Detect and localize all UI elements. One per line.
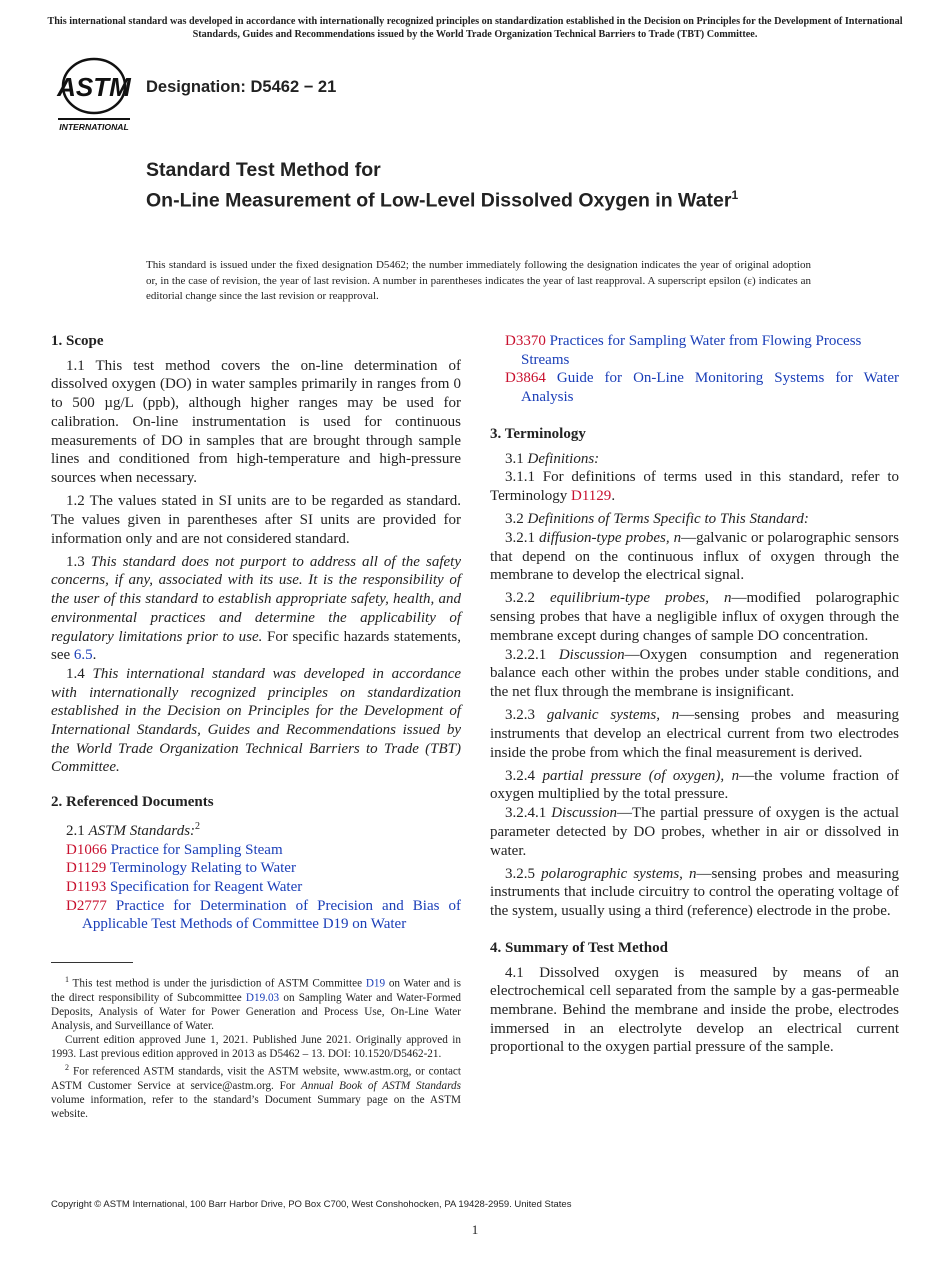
term-num: 3.2.1 bbox=[505, 529, 535, 546]
ref-title[interactable]: Guide for On-Line Monitoring Systems for Water Analysis bbox=[521, 370, 899, 406]
tbt-notice: This international standard was developed in accordance with internationally recognized principles on standardization established in the Decision on Principles for the Development of International Standards, Guides and Recommendations issued by the World Trade Organization Technical Barriers to Trade (TBT) Committee. bbox=[47, 16, 903, 40]
term-name: diffusion-type probes, n bbox=[539, 529, 682, 546]
ref-title[interactable]: Terminology Relating to Water bbox=[109, 860, 296, 877]
para-1-3 bbox=[51, 553, 461, 665]
scope-heading: 1. Scope bbox=[51, 333, 104, 349]
para-3-1-1-end: . bbox=[611, 487, 616, 504]
term-num: 3.2.2 bbox=[505, 590, 535, 607]
term-definition bbox=[490, 529, 899, 585]
definitions-italic: Definitions: bbox=[527, 450, 600, 467]
ref-code[interactable]: D2777 bbox=[66, 897, 107, 914]
term-definition bbox=[490, 804, 899, 860]
subcommittee-d19-03-link[interactable]: D19.03 bbox=[245, 991, 280, 1004]
ref-code[interactable]: D1066 bbox=[66, 841, 107, 858]
specific-definitions-num: 3.2 bbox=[505, 511, 524, 528]
term-name: polarographic systems, n bbox=[541, 865, 697, 882]
document-title bbox=[146, 158, 846, 213]
term-num: 3.2.4.1 bbox=[505, 805, 547, 822]
term-def: —modified polarographic sensing probes that have a negligible influx of oxygen through the membrane except during changes of sample DO concentration. bbox=[490, 590, 899, 644]
term-name: Discussion bbox=[551, 805, 618, 822]
term-name: Discussion bbox=[558, 646, 625, 663]
para-1-3-italic: This standard does not purport to address all of the safety concerns, if any, associated with its use. It is the responsibility of the user of this standard to establish appropriate safety, health, and environmental practices and determine the applicability of regulatory limitations prior to use. bbox=[51, 553, 461, 645]
term-definition bbox=[490, 706, 899, 762]
footnote-2-text-b: volume information, refer to the standard’s Document Summary page on the ASTM website. bbox=[51, 1094, 461, 1121]
referenced-heading: 2. Referenced Documents bbox=[51, 794, 214, 811]
right-column bbox=[490, 332, 899, 1057]
para-1-4-num: 1.4 bbox=[66, 665, 85, 682]
term-def: —Oxygen consumption and regeneration balance each other within the probes under stable conditions, and the net flux through the membrane is insignificant. bbox=[490, 646, 899, 700]
designation: Designation: D5462 − 21 bbox=[146, 78, 337, 96]
para-1-4-italic: This international standard was developed in accordance with internationally recognized principles on standardization established in the Decision on Principles for the Development of International Standards, Guides and Recommendations issued by the World Trade Organization Technical Barriers to Trade (TBT) Committee. bbox=[51, 665, 462, 776]
term-def: —The partial pressure of oxygen is the actual parameter detected by DO probes, whether in air or dissolved in water. bbox=[490, 805, 899, 859]
committee-d19-link[interactable]: D19 bbox=[365, 977, 386, 990]
ref-code[interactable]: D1129 bbox=[66, 860, 107, 877]
ref-item[interactable] bbox=[51, 897, 461, 934]
ref-item[interactable] bbox=[51, 878, 461, 897]
ref-item[interactable] bbox=[490, 332, 899, 369]
term-def: —sensing probes and measuring instruments that develop an electrical current from two electrodes inside the probe from which the final measurement is derived. bbox=[490, 707, 899, 761]
specific-definitions-label bbox=[490, 510, 899, 529]
footnote-2-mark: 2 bbox=[65, 1063, 69, 1073]
ref-item[interactable] bbox=[51, 859, 461, 878]
term-num: 3.2.3 bbox=[505, 707, 535, 724]
ref-title[interactable]: Practice for Sampling Steam bbox=[110, 841, 283, 858]
footnote-2 bbox=[51, 1061, 461, 1121]
copyright: Copyright © ASTM International, 100 Barr Harbor Drive, PO Box C700, West Conshohocken, PA 19428-2959. United States bbox=[51, 1199, 572, 1210]
page-number: 1 bbox=[471, 1222, 479, 1237]
astm-standards-label bbox=[51, 818, 461, 841]
ref-title[interactable]: Specification for Reagent Water bbox=[110, 878, 303, 895]
footnote-1-text-c: on Sampling Water and Water-Formed Deposits, Analysis of Water for Power Generation and Process Use, On-Line Water Analysis, and Surveillance of Water. bbox=[51, 991, 462, 1033]
footnotes bbox=[51, 973, 461, 1121]
ref-title[interactable]: Practices for Sampling Water from Flowing Process Streams bbox=[521, 333, 862, 368]
definitions-num: 3.1 bbox=[505, 450, 524, 467]
footnote-2-mark: 2 bbox=[195, 820, 201, 832]
term-name: galvanic systems, n bbox=[546, 707, 680, 724]
title-footnote-mark: 1 bbox=[731, 187, 739, 202]
ref-code[interactable]: D1193 bbox=[66, 878, 107, 895]
logo-mark: ASTM bbox=[57, 72, 131, 102]
term-definition bbox=[490, 589, 899, 645]
title-line-1: Standard Test Method for bbox=[146, 159, 381, 181]
para-1-3-num: 1.3 bbox=[66, 553, 85, 570]
definitions-label bbox=[490, 450, 899, 469]
ref-item[interactable] bbox=[51, 841, 461, 860]
left-column bbox=[51, 332, 461, 934]
footnote-2-italic: Annual Book of ASTM Standards bbox=[301, 1080, 461, 1093]
astm-logo bbox=[52, 56, 136, 134]
terminology-heading: 3. Terminology bbox=[490, 425, 586, 442]
footnote-1-text-a: This test method is under the jurisdiction of ASTM Committee bbox=[72, 977, 363, 990]
d1129-link[interactable]: D1129 bbox=[571, 487, 612, 504]
term-name: equilibrium-type probes, n bbox=[550, 590, 732, 607]
para-4-1: 4.1 Dissolved oxygen is measured by means of an electrochemical cell separated from the sample by a gas-permeable membrane. Behind the membrane and inside the probe, electrodes immersed in an electrolyte develop an electrical current proportional to the oxygen partial pressure of the sample. bbox=[490, 964, 899, 1056]
astm-logo-icon bbox=[52, 56, 136, 134]
para-1-1: 1.1 This test method covers the on-line determination of dissolved oxygen (DO) in water samples primarily in ranges from 0 to 500 µg/L (ppb), although higher ranges may be used for calibration. On-line instrumentation is used for continuous measurements of DO in samples that are brought through sample lines and conditioned from high-temperature and high-pressure sources when necessary. bbox=[51, 357, 461, 486]
specific-definitions-italic: Definitions of Terms Specific to This Standard: bbox=[527, 511, 809, 528]
title-text: On-Line Measurement of Low-Level Dissolved Oxygen in Water bbox=[146, 189, 732, 211]
footnote-1-text-b: on Water and is the direct responsibility of Subcommittee bbox=[51, 977, 462, 1004]
footnote-1 bbox=[51, 973, 461, 1033]
term-def: —sensing probes and measuring instruments that include circuitry to control the operating voltage of the system, usually using a third (reference) electrode in the probe. bbox=[490, 865, 899, 920]
term-def: —galvanic or polarographic sensors that depend on the continuous influx of oxygen through the membrane to develop the electrical signal. bbox=[490, 529, 900, 584]
logo-subtitle: INTERNATIONAL bbox=[59, 122, 129, 132]
issuance-note: This standard is issued under the fixed designation D5462; the number immediately following the designation indicates the year of original adoption or, in the case of revision, the year of last revision. A number in parentheses indicates the year of last reapproval. A superscript epsilon (ε) indicates an editorial change since the last revision or reapproval. bbox=[146, 259, 811, 302]
para-1-3-tail: For specific hazards statements, see bbox=[51, 628, 461, 664]
footnote-divider bbox=[51, 962, 133, 963]
para-1-3-end: . bbox=[92, 647, 97, 664]
astm-standards-num: 2.1 bbox=[66, 822, 85, 839]
term-definition bbox=[490, 646, 899, 702]
term-def: —the volume fraction of oxygen multiplied by the total pressure. bbox=[490, 767, 899, 803]
ref-code[interactable]: D3370 bbox=[505, 333, 546, 349]
section-6-5-link[interactable]: 6.5 bbox=[73, 647, 93, 664]
ref-item[interactable] bbox=[490, 369, 899, 406]
ref-code[interactable]: D3864 bbox=[505, 370, 546, 387]
para-1-2: 1.2 The values stated in SI units are to be regarded as standard. The values given in parentheses after SI units are provided for information only and are not considered standard. bbox=[51, 493, 461, 547]
term-num: 3.2.4 bbox=[505, 767, 535, 784]
title-line-2 bbox=[146, 183, 846, 213]
para-1-4 bbox=[51, 665, 461, 777]
para-3-1-1 bbox=[490, 468, 899, 505]
astm-standards-italic: ASTM Standards: bbox=[88, 822, 196, 839]
term-num: 3.2.2.1 bbox=[505, 646, 547, 663]
term-definition bbox=[490, 767, 899, 804]
summary-heading: 4. Summary of Test Method bbox=[490, 939, 668, 956]
footnote-1-mark: 1 bbox=[65, 975, 69, 984]
edition-note: Current edition approved June 1, 2021. Published June 2021. Originally approved in 1993. Last previous edition approved in 2013 as D5462 – 13. DOI: 10.1520/D5462-21. bbox=[51, 1034, 461, 1061]
term-definition bbox=[490, 865, 899, 921]
term-num: 3.2.5 bbox=[505, 865, 535, 882]
ref-title[interactable]: Practice for Determination of Precision and Bias of Applicable Test Methods of Committee D19 on Water bbox=[82, 897, 461, 933]
term-name: partial pressure (of oxygen), n bbox=[542, 767, 740, 784]
footnote-2-text-a: For referenced ASTM standards, visit the ASTM website, www.astm.org, or contact ASTM Customer Service at service@astm.org. For bbox=[51, 1066, 461, 1093]
para-3-1-1-text: 3.1.1 For definitions of terms used in this standard, refer to Terminology bbox=[490, 469, 899, 504]
